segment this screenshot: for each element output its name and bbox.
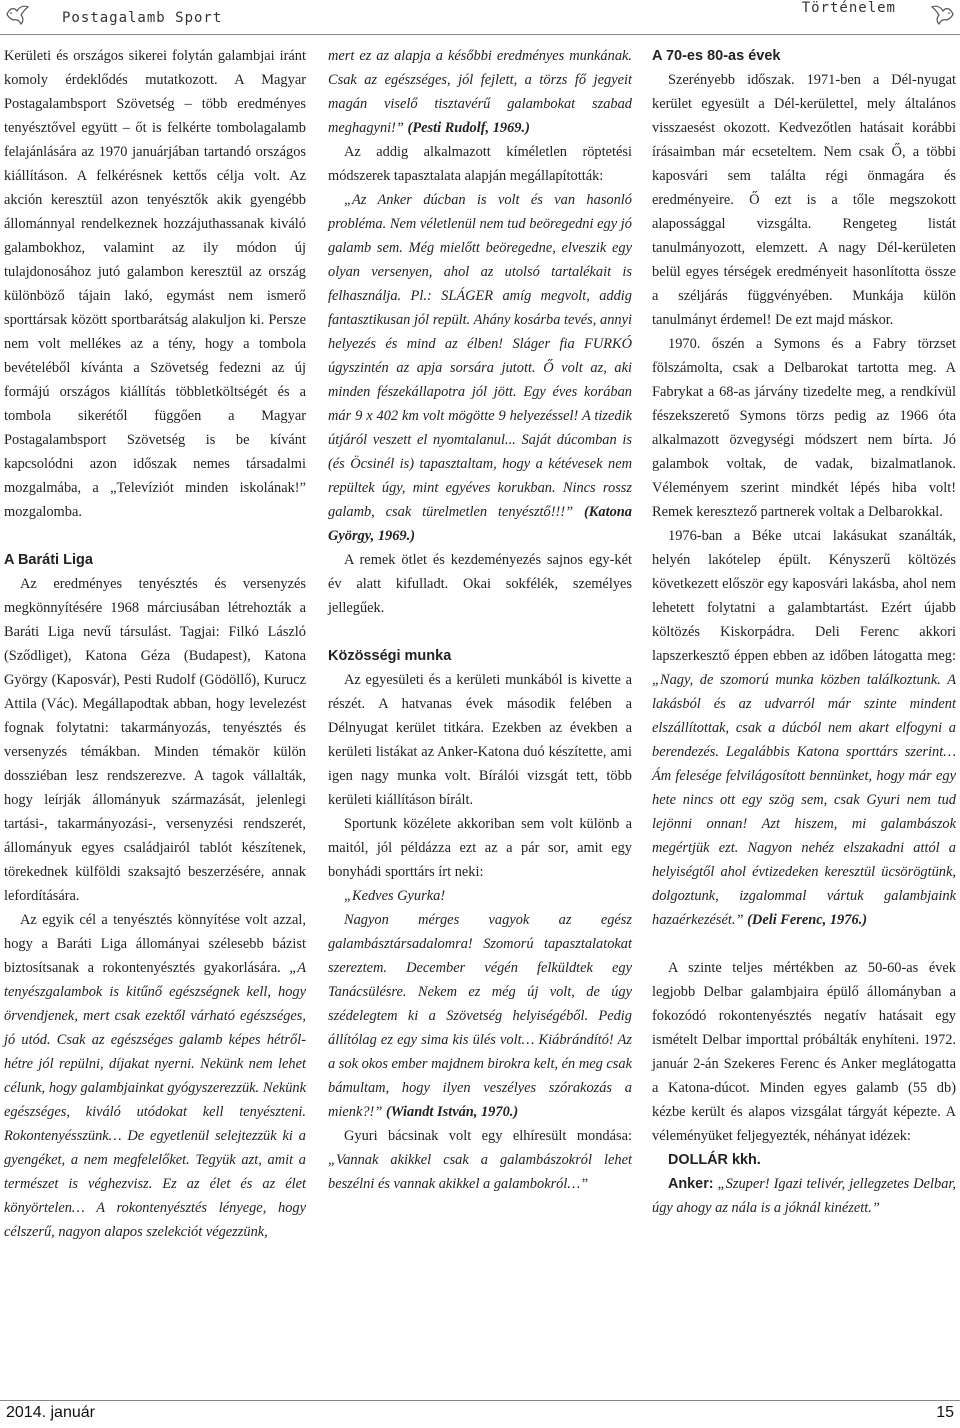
section-heading: A Baráti Liga — [4, 552, 93, 568]
page-footer — [0, 1400, 960, 1428]
paragraph: 1970. őszén a Symons és a Fabry törzset fölszámolta, csak a Delbarokat tartotta meg. A Fabrykat a 68-as járvány tizedelte meg, a rendkívül fészekszerető Symons törzs pedig az 1966 óta alkalmazott özvegységi módszert nem bírta. Jó galambok voltak, de vadak, bizalmatlanok. Véleményem szerint mindkét lépés hiba volt! Remek keresztező partnerek voltak a Delbarokkal. — [652, 336, 956, 520]
header-section: Történelem — [801, 0, 896, 16]
paragraph — [328, 44, 632, 140]
column-1 — [4, 44, 306, 1244]
paragraph: Az egyesületi és a kerületi munkából is kivette a részét. A hatvanas évek második felében a Délnyugat kerület titkára. Ezekben az években a kerületi listákat az Anker-Katona duó készítette, ami igen nagy munka volt. Bírálói vizsgát tett, több kerületi kiállításon bírált. — [328, 672, 632, 808]
paragraph: A remek ötlet és kezdeményezés sajnos egy-két év alatt kifulladt. Okai sokfélék, személyes jellegűek. — [328, 552, 632, 616]
quote: mert ez az alapja a későbbi eredményes munkának. Csak az egészséges, jól fejlett, a törzs fő jegyeit magán viselő tisztavérű galambokat szabad meghagyni!” — [328, 48, 632, 136]
paragraph: Az eredményes tenyésztés és versenyzés megkönnyítésére 1968 márciusában létrehozták a Baráti Liga nevű társulást. Tagjai: Filkó László (Sződliget), Katona Géza (Budapest), Katona György (Kaposvár), Pesti Rudolf (Gödöllő), Kurucz Attila (Vác). Megállapodtak abban, hogy levelezést fognak folytatni: takarmányozás, tenyésztés és versenyzés témákban. Minden témakör külön dossziéban lesz rendszerezve. A tagok vállalták, hogy leírják állományuk származását, jelenlegi tartási-, takarmányozási-, versenyzési rendszerét, állományuk egyes családjairól tablót készítenek, törekednek külföldi szaksajtó beszerzésére, annak lefordítására. — [4, 576, 306, 904]
quote-source: (Katona György, 1969.) — [328, 504, 632, 544]
header-title: Postagalamb Sport — [62, 10, 223, 26]
paragraph: Szerényebb időszak. 1971-ben a Dél-nyugat kerület egyesült a Dél-kerülettel, mely általános visszaesést okozott. Kedvezőtlen hatásait korábbi írásaimban már ecseteltem. Nem csak Ő, a többi kaposvári sem találta régi önmagára és eredményeire. Ő ezt is a tőle megszokott alapossággal vizsgálta. Rengeteg listát tanulmányozott, elemzett. A nagy Dél-kerületen belül egyes térségek eredményeit hasonlította össze a széljárás függvényében. Munkája külön tanulmányt érdemel! De ezt majd máskor. — [652, 72, 956, 328]
paragraph — [4, 908, 306, 1244]
page-header — [0, 0, 960, 35]
pigeon-name: DOLLÁR kkh. — [668, 1152, 761, 1168]
page-number: 15 — [936, 1404, 954, 1421]
dove-icon — [4, 2, 30, 28]
paragraph-text: Az egyik cél a tenyésztés könnyítése volt azzal, hogy a Baráti Liga állományai szélesebb bázist biztosítsanak a rokontenyésztés gyakorlására. — [4, 912, 306, 976]
quote: „A tenyészgalambok is kitűnő egészségnek kell, hogy örvendjenek, mert csak ezektől várható egészséges, jó utód. Csak az egészséges galamb képes hétről-hétre jól repülni, díjakat nyerni. Nekünk nem lehet célunk, hogy galambjainkat gyógyszerezzük. Nekünk egészséges, kiváló utódokat kell tenyészteni. Rokontenyésszünk… De egyetlenül selejtezzük ki a gyengéket, a nem megfelelőket. Tegyük azt, amit a természet is véghezvisz. Ez az élet és az élet könyörtelen… A rokontenyésztés lényege, hogy célszerű, nagyon alapos szelekciót végezzünk, — [4, 960, 306, 1240]
quote — [328, 908, 632, 1124]
quote: „Kedves Gyurka! — [344, 888, 446, 904]
paragraph-text: 1976-ban a Béke utcai lakásukat szanálták, helyén lakótelep épült. Kényszerű költözés következett először egy kaposvári lakásba, ahol nem lehetett folytatni a galambtartást. Ezért újabb költözés Kiskorpádra. Deli Ferenc akkori lapszerkesztő éppen ebben az időben látogatta meg: — [652, 528, 956, 664]
issue-date: 2014. január — [6, 1404, 95, 1421]
paragraph — [652, 524, 956, 932]
quote: „Szuper! Igazi telivér, jellegzetes Delbar, úgy ahogy az nála is a jóknál kinézett.” — [652, 1176, 956, 1216]
column-2 — [328, 44, 632, 1196]
speaker-label: Anker: — [668, 1176, 714, 1192]
quote-text: Nagyon mérges vagyok az egész galambásztársadalomra! Szomorú tapasztalatokat szereztem. December végén felküldtek egy Tanácsülésre. Nekem ez még új volt, de úgy szédelegtem ki a Szövetség helyiségéből. Pedig állítólag ez egy sima kis ülés volt… Kiábrándító! Az a sok okos ember majdnem birokra kelt, én meg csak bámultam, hogy ilyen veszélyes szórakozás a mienk?!” — [328, 912, 632, 1120]
column-3 — [652, 44, 956, 1220]
paragraph: Sportunk közélete akkoriban sem volt különb a maitól, jól példázza ezt az a pár sor, amit egy bonyhádi sporttárs írt neki: — [328, 816, 632, 880]
quote-text: „Az Anker dúcban is volt és van hasonló probléma. Nem véletlenül nem tud beöregedni egy jó galamb sem. Még mielőtt beöregedne, elveszik egy olyan versenyen, ahol az utolsó tartalékait is felhasználja. Pl.: SLÁGER amíg megvolt, addig fantasztikusan jól repült. Ahány kosárba tevés, annyi helyezés és mind az élben! Sláger fia FURKÓ úgyszintén az apja sorsára jutott. Ő volt az, aki minden fészekállapotra jól jött. Egy éves korában már 9 x 402 km volt mögötte 9 helyezéssel! A tizedik útjáról veszett el nyomtalanul... Saját dúcomban is (és Öcsinél is) tapasztaltam, hogy a kétévesek nem repültek úgy, mint egyéves korukban. Nincs rossz galamb, csak türelmetlen tenyésztő!!!” — [328, 192, 632, 520]
quote-source: (Wiandt István, 1970.) — [385, 1104, 519, 1120]
paragraph — [652, 1172, 956, 1220]
section-heading: Közösségi munka — [328, 648, 452, 664]
quote: „Nagy, de szomorú munka közben találkoztunk. A lakásból és az udvarról már szinte mindent elszállítottak, csak a dúcból nem akart elfogyni a berendezés. Legalábbis Katona sporttárs szerint… Ám felesége felvilágosított bennünket, hogy már egy hete nincs ott egy szög sem, csak Gyuri nem tud lejönni onnan! Azt hiszem, mi galambászok megértjük ezt. Nagyon nehéz elszakadni attól a helyiségtől ahol évtizedeken keresztül ücsörögtünk, dolgoztunk, izgalommal vártuk galambjaink hazaérkezését.” — [652, 672, 956, 928]
paragraph: Kerületi és országos sikerei folytán galambjai iránt komoly érdeklődés mutatkozott. A Magyar Postagalambsport Szövetség – több eredményes tenyésztővel együtt – őt is felkérte tombolagalamb felajánlására az 1970 januárjában tartandó országos kiállításon. A felkérésnek kettős célja volt. Az akción keresztül azon tenyésztők akik gyengébb állománnyal rendelkeznek hozzájuthassanak kiváló galambokhoz, valamint az ily módon új tulajdonosához jutó galambon keresztül az ország különböző tájain lakó, egymást nem ismerő sporttársak között sportbarátság alakuljon ki. Persze nem volt mellékes az a tény, hogy a tombola bevételéből kívánta a Szövetség fedezni az új formájú országos kiállítás többletköltségét és a tombola sikerétől függően a Magyar Postagalambsport Szövetség is be kívánt kapcsolódni azon időszak nemes társadalmi mozgalmába, a „Televíziót minden iskolának!” mozgalomba. — [4, 48, 306, 520]
quote-source: (Deli Ferenc, 1976.) — [747, 912, 868, 928]
paragraph — [328, 1124, 632, 1196]
section-heading: A 70-es 80-as évek — [652, 48, 781, 64]
quote: „Vannak akikkel csak a galambászokról lehet beszélni és vannak akikkel a galambokról…” — [328, 1152, 632, 1192]
quote — [328, 188, 632, 548]
paragraph-text: Gyuri bácsinak volt egy elhíresült mondása: — [344, 1128, 632, 1144]
quote-source: (Pesti Rudolf, 1969.) — [407, 120, 530, 136]
paragraph: A szinte teljes mértékben az 50-60-as évek legjobb Delbar galambjaira épülő állományban a fokozódó rokontenyésztés negatív hatásait egy ismételt Delbar importtal próbálták enyhíteni. 1972. január 2-án Szekeres Ferenc és Anker meglátogatta a Katona-dúcot. Minden egyes galamb (55 db) kézbe került és alapos vizsgálat tárgyát képezte. A véleményüket feljegyezték, néhányat idézek: — [652, 960, 956, 1144]
paragraph: Az addig alkalmazott kíméletlen röptetési módszerek tapasztalata alapján megállapították: — [328, 144, 632, 184]
dove-icon — [930, 2, 956, 28]
